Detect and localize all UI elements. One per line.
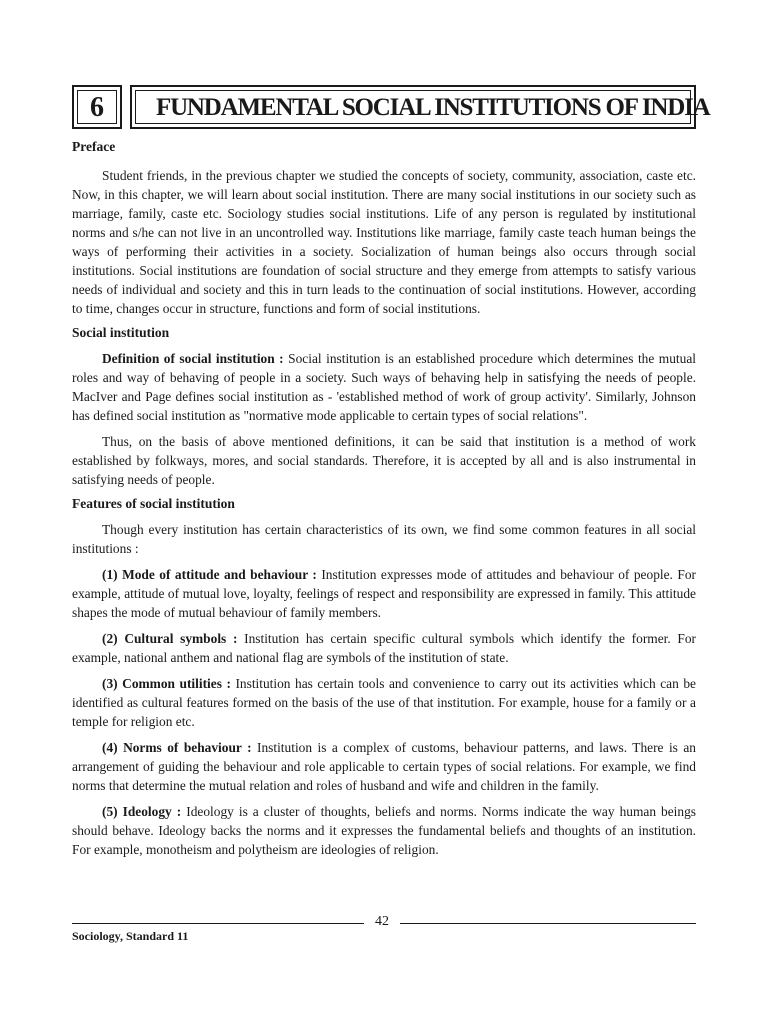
footer-rule-right: [400, 923, 696, 924]
feature-text: Institution is a complex of customs, behaviour patterns, and laws. There is an arrangement of guiding the behaviour and role applicable to certain types of social relations. For example, we find norms that determine the mutual relation and roles of husband and wife and children in the family.: [72, 740, 696, 793]
features-heading: Features of social institution: [72, 496, 235, 511]
feature-text: Ideology is a cluster of thoughts, beliefs and norms. Norms indicate the way human beings should behave. Ideology backs the norms and it expresses the fundamental beliefs and thoughts of an institution. For example, monotheism and polytheism are ideologies of religion.: [72, 804, 696, 857]
feature-item: [72, 738, 696, 795]
chapter-title-box: [130, 85, 710, 129]
feature-item: [72, 629, 696, 667]
chapter-header: [72, 85, 710, 131]
feature-text: Institution has certain specific cultural symbols which identify the former. For example, national anthem and national flag are symbols of the institution of state.: [72, 631, 696, 665]
definition-label: Definition of social institution :: [102, 351, 284, 366]
book-name: Sociology, Standard 11: [72, 929, 189, 943]
features-intro: Though every institution has certain characteristics of its own, we find some common features in all social institutions :: [72, 522, 696, 556]
feature-item: [72, 565, 696, 622]
feature-label: (4) Norms of behaviour :: [102, 740, 252, 755]
chapter-number: 6: [90, 92, 104, 123]
conclusion-paragraph: Thus, on the basis of above mentioned definitions, it can be said that institution is a method of work established by folkways, mores, and social standards. Therefore, it is accepted by all and is also instrumental in satisfying needs of people.: [72, 434, 696, 487]
feature-text: Institution expresses mode of attitudes and behaviour of people. For example, attitude of mutual love, loyalty, feelings of respect and responsibility are expressed in family. This attitude shapes the mode of mutual behaviour of family members.: [72, 567, 696, 620]
footer-rule-left: [72, 923, 364, 924]
social-institution-heading: Social institution: [72, 325, 170, 340]
definition-text: Social institution is an established procedure which determines the mutual roles and way of behaving of people in a society. Such ways of behaving help in satisfying the needs of people. MacIver and Page defines social institution as - 'established method of work of group activity'. Similarly, Johnson has defined social institution as "normative mode applicable to certain types of social relations".: [72, 351, 696, 423]
chapter-title: FUNDAMENTAL SOCIAL INSTITUTIONS OF INDIA: [156, 94, 710, 121]
preface-heading: Preface: [72, 139, 116, 154]
feature-label: (2) Cultural symbols :: [102, 631, 238, 646]
chapter-number-box: [72, 85, 122, 129]
feature-label: (1) Mode of attitude and behaviour :: [102, 567, 317, 582]
feature-label: (3) Common utilities :: [102, 676, 231, 691]
page-number: 42: [375, 914, 389, 929]
feature-label: (5) Ideology :: [102, 804, 182, 819]
feature-text: Institution has certain tools and convenience to carry out its activities which can be identified as cultural features formed on the basis of the use of that institution. For example, house for a family or a temple for religion etc.: [72, 676, 696, 729]
definition-paragraph: [72, 349, 696, 425]
feature-item: [72, 802, 696, 859]
page-content: [72, 138, 696, 859]
feature-item: [72, 674, 696, 731]
preface-paragraph: Student friends, in the previous chapter we studied the concepts of society, community, association, caste etc. Now, in this chapter, we will learn about social institution. There are many social institutions in our society such as marriage, family, caste etc. Sociology studies social institutions. Life of any person is regulated by institutional norms and s/he can not live in an uncontrolled way. Institutions like marriage, family caste teach human beings the ways of performing their activities in a society. Socialization of human beings also occurs through social institutions. Social institutions are foundation of social structure and they emerge from attempts to satisfy various needs of individual and society and this in turn leads to the continuation of social institutions. However, according to time, changes occur in structure, functions and form of social institutions.: [72, 168, 696, 316]
